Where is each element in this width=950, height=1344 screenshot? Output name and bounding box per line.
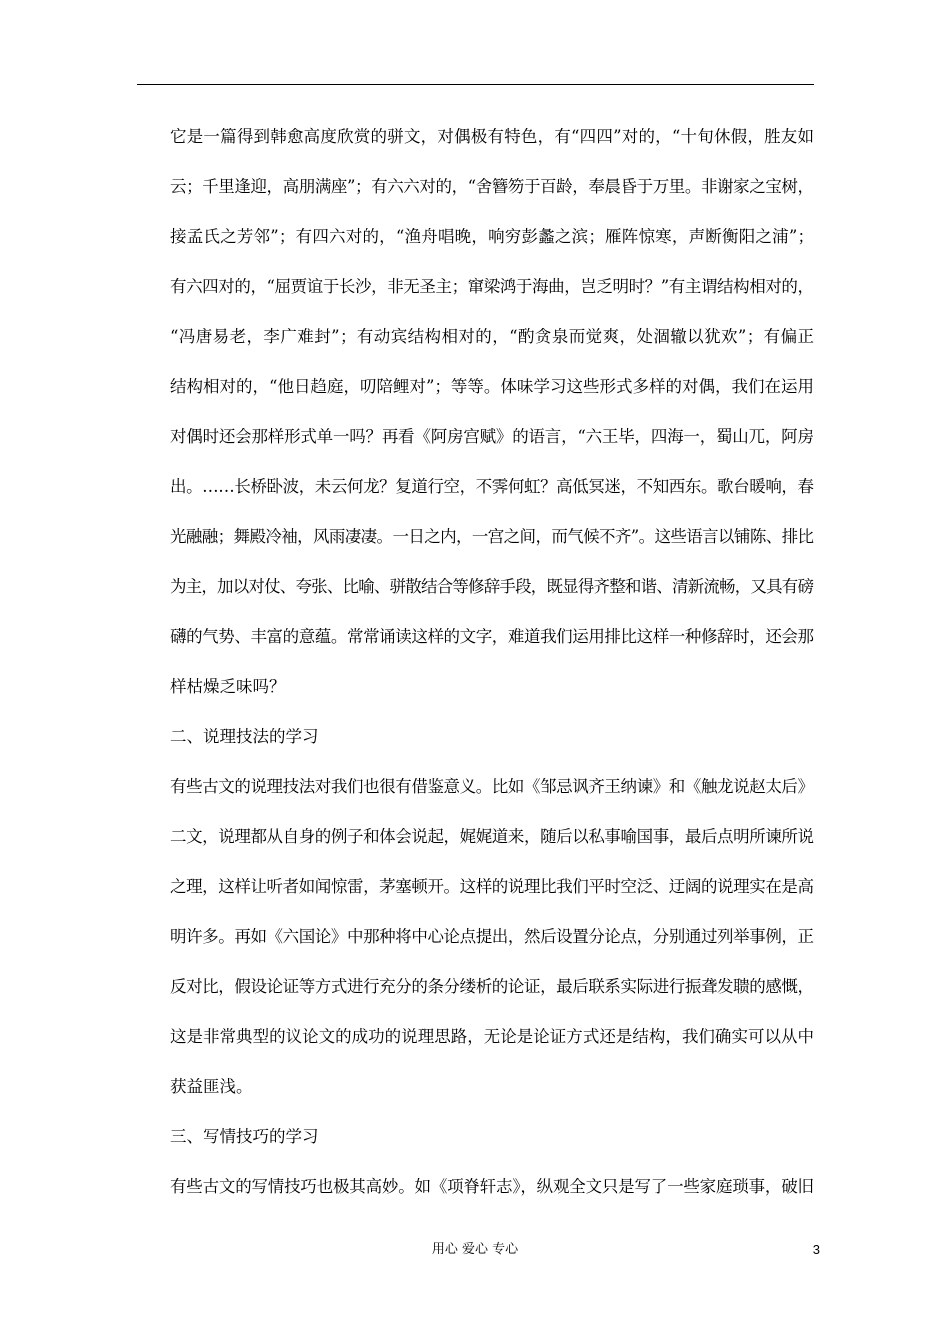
section-heading: 三、写情技巧的学习 xyxy=(170,1127,319,1146)
text-line: 为主，加以对仗、夸张、比喻、骈散结合等修辞手段，既显得齐整和谐、清新流畅，又具有磅 xyxy=(170,577,814,596)
text-line: 有些古文的说理技法对我们也很有借鉴意义。比如《邹忌讽齐王纳谏》和《触龙说赵太后》 xyxy=(170,777,814,796)
footer-slogan: 用心 爱心 专心 xyxy=(431,1242,519,1257)
text-line: 获益匪浅。 xyxy=(170,1077,253,1096)
text-line: 礴的气势、丰富的意蕴。常常诵读这样的文字，难道我们运用排比这样一种修辞时，还会那 xyxy=(170,627,814,646)
text-line: 结构相对的，“他日趋庭，叨陪鲤对”；等等。体味学习这些形式多样的对偶，我们在运用 xyxy=(170,377,814,396)
section-heading: 二、说理技法的学习 xyxy=(170,727,319,746)
text-line: 对偶时还会那样形式单一吗？再看《阿房宫赋》的语言，“六王毕，四海一，蜀山兀，阿房 xyxy=(170,427,814,446)
text-line: 这是非常典型的议论文的成功的说理思路，无论是论证方式还是结构，我们确实可以从中 xyxy=(170,1027,815,1046)
text-line: 它是一篇得到韩愈高度欣赏的骈文，对偶极有特色，有“四四”对的，“十旬休假，胜友如 xyxy=(170,127,815,146)
text-line: “冯唐易老，李广难封”；有动宾结构相对的，“酌贪泉而觉爽，处涸辙以犹欢”；有偏正 xyxy=(170,327,815,346)
text-line: 二文，说理都从自身的例子和体会说起，娓娓道来，随后以私事喻国事，最后点明所谏所说 xyxy=(170,827,814,846)
header-rule xyxy=(137,84,814,85)
text-line: 之理，这样让听者如闻惊雷，茅塞顿开。这样的说理比我们平时空泛、迂阔的说理实在是高 xyxy=(170,877,814,896)
page-number: 3 xyxy=(812,1242,820,1257)
text-line: 有六四对的，“屈贾谊于长沙，非无圣主；窜梁鸿于海曲，岂乏明时？”有主谓结构相对的， xyxy=(170,277,814,296)
text-line: 明许多。再如《六国论》中那种将中心论点提出，然后设置分论点，分别通过列举事例，正 xyxy=(170,927,814,946)
text-line: 样枯燥乏味吗？ xyxy=(170,677,286,696)
text-line: 反对比，假设论证等方式进行充分的条分缕析的论证，最后联系实际进行振聋发聩的感慨， xyxy=(170,977,814,996)
text-line: 有些古文的写情技巧也极其高妙。如《项脊轩志》，纵观全文只是写了一些家庭琐事，破旧 xyxy=(170,1177,814,1196)
text-line: 光融融；舞殿冷袖，风雨凄凄。一日之内，一宫之间，而气候不齐”。这些语言以铺陈、排比 xyxy=(170,527,814,546)
text-line: 云；千里逢迎，高朋满座”；有六六对的，“舍簪笏于百龄，奉晨昏于万里。非谢家之宝树， xyxy=(170,177,814,196)
text-line: 接孟氏之芳邻”；有四六对的，“渔舟唱晚，响穷彭蠡之滨；雁阵惊寒，声断衡阳之浦”； xyxy=(170,227,815,246)
text-line: 出。……长桥卧波，未云何龙？复道行空，不霁何虹？高低冥迷，不知西东。歌台暖响，春 xyxy=(170,477,814,496)
